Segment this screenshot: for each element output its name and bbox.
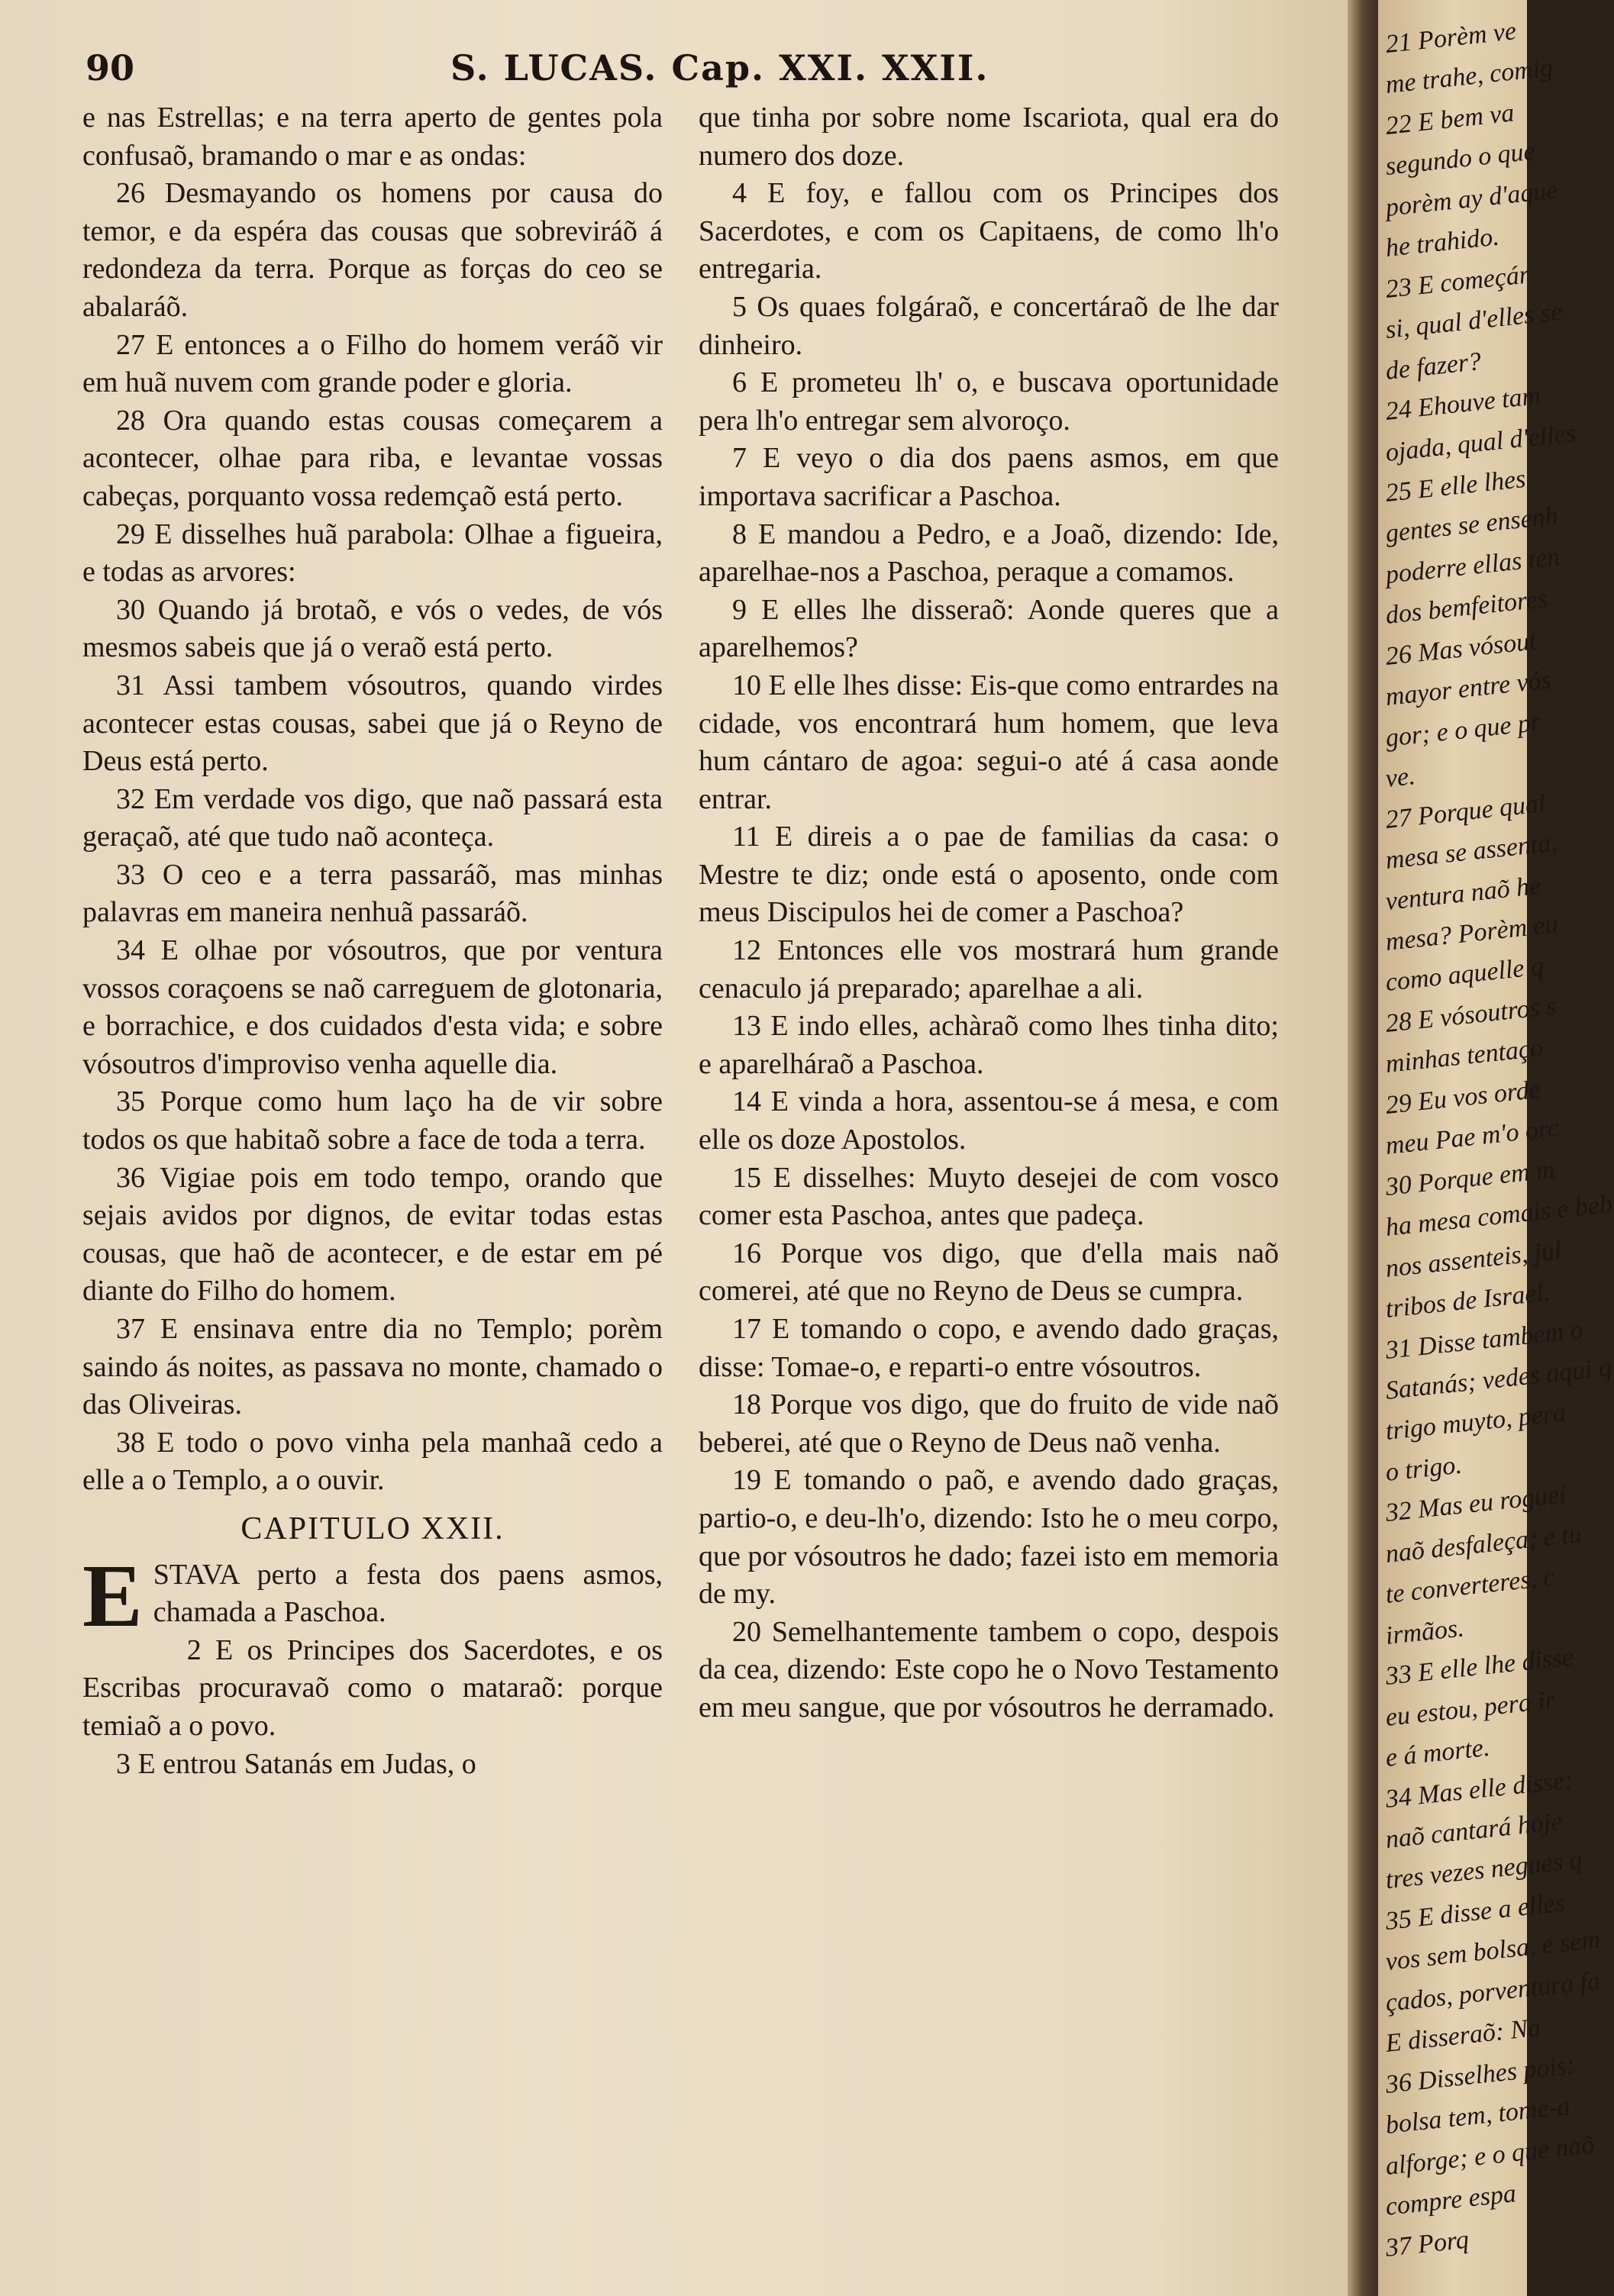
verse: 33 O ceo e a terra passaráõ, mas minhas palavras em maneira nenhuã passaráõ. (82, 858, 663, 929)
verse: 15 E disselhes: Muyto desejei de com vosco comer esta Paschoa, antes que padeça. (699, 1161, 1279, 1232)
opposite-page-line: compre espa (1384, 2179, 1518, 2221)
opposite-page-line: mesa se assenta, (1384, 828, 1559, 875)
verse: 19 E tomando o paõ, e avendo dado graças, partio-o, e deu-lh'o, dizendo: Isto he o meu corpo, que por vósoutros he dado; fazei isto em memoria de my. (699, 1464, 1279, 1611)
verse: 31 Assi tambem vósoutros, quando virdes acontecer estas cousas, sabei que já o Reyno de Deus está perto. (82, 669, 663, 778)
opposite-page-line: 34 Mas elle disse: (1384, 1766, 1574, 1814)
chapter-title: CAPITULO XXII. (240, 1511, 505, 1546)
verse: 34 E olhae por vósoutros, que por ventura vossos coraçoens se naõ carreguem de glotonaria, e borrachice, e dos cuidados d'esta vida; e sobre vósoutros d'improviso venha aquelle dia. (82, 934, 663, 1080)
verse: 6 E prometeu lh' o, e buscava oportunidade pera lh'o entregar sem alvoroço. (699, 366, 1279, 437)
book-gutter (1348, 0, 1378, 2296)
opposite-page-line: 35 E disse a elles (1384, 1888, 1567, 1936)
page-header (0, 47, 1348, 101)
verse: 2 E os Principes dos Sacerdotes, e os Escribas procuravaõ como o mataraõ: porque temiaõ a o povo. (82, 1633, 663, 1742)
verse: 12 Entonces elle vos mostrará hum grande cenaculo já preparado; aparelhae a ali. (699, 934, 1279, 1004)
opposite-page-line: porèm ay d'aque (1384, 176, 1559, 222)
verse: 36 Vigiae pois em todo tempo, orando que sejais avidos por dignos, de evitar todas estas cousas, que haõ de acontecer, e de estar em pé diante do Filho do homem. (82, 1161, 663, 1308)
verse: 29 E disselhes huã parabola: Olhae a figueira, e todas as arvores: (82, 518, 663, 589)
opposite-page-line: meu Pae m'o orc (1384, 1114, 1561, 1160)
opposite-page-line: 21 Porèm ve (1384, 17, 1518, 59)
opposite-page-line: 36 Disselhes pois: (1384, 2051, 1577, 2099)
chapter-opening (82, 1545, 663, 1646)
verse: 26 Desmayando os homens por causa do temor, e da espéra das cousas que sobreviráõ á redondeza da terra. Porque as forças do ceo se abalaráõ. (82, 177, 663, 323)
opposite-page-line: 27 Porque qual (1384, 789, 1548, 834)
opposite-page-line: he trahido. (1384, 222, 1501, 263)
verse: 16 Porque vos digo, que d'ella mais naõ comerei, até que no Reyno de Deus se cumpra. (699, 1237, 1279, 1308)
opposite-page-line: 32 Mas eu roguei (1384, 1480, 1568, 1527)
page-number: 90 (86, 47, 135, 89)
opposite-page-line: 37 Porq (1384, 2225, 1470, 2262)
opposite-page-line: minhas tentaço (1384, 1034, 1545, 1079)
opposite-page-line: mesa? Porèm eu (1384, 910, 1560, 956)
opposite-page (1378, 0, 1614, 2296)
verse: 9 E elles lhe disseraõ: Aonde queres que a aparelhemos? (699, 593, 1279, 664)
opposite-page-line: E disseraõ: Na (1384, 2013, 1542, 2058)
opposite-page-line: tres vezes negues q (1384, 1846, 1583, 1895)
opposite-page-line: 29 Eu vos orde (1384, 1075, 1542, 1120)
verse: 28 Ora quando estas cousas começarem a acontecer, olhae para riba, e levantae vossas cabeças, porquanto vossa redemçaõ está perto. (82, 404, 663, 512)
opposite-page-line: çados, porventura fa (1384, 1966, 1602, 2017)
opposite-page-line: ha mesa comais e beb (1384, 1189, 1614, 1242)
opposite-page-line: ve. (1384, 762, 1417, 793)
verse: 32 Em verdade vos digo, que naõ passará esta geraçaõ, até que tudo naõ aconteça. (82, 782, 663, 853)
left-column (82, 99, 663, 1783)
opposite-page-line: si, qual d'elles se (1384, 297, 1564, 344)
opposite-page-line: 30 Porque em m (1384, 1155, 1557, 1201)
opposite-page-line: alforge; e o que naõ (1384, 2130, 1596, 2181)
verse: 18 Porque vos digo, que do fruito de vide naõ beberei, até que o Reyno de Deus naõ venha. (699, 1388, 1279, 1459)
opposite-page-line: nos assenteis, jul (1384, 1236, 1564, 1283)
opposite-page-line: 33 E elle lhe disse (1384, 1643, 1575, 1691)
opposite-page-line: bolsa tem, tome-a (1384, 2091, 1572, 2140)
opposite-page-line: ojada, qual d'elles (1384, 418, 1577, 467)
opposite-page-line: irmãos. (1384, 1614, 1466, 1650)
opposite-page-line: 22 E bem va (1384, 98, 1516, 140)
verse: 38 E todo o povo vinha pela manhaã cedo a elle a o Templo, a o ouvir. (82, 1426, 663, 1497)
opposite-page-line: 24 Ehouve tam (1384, 381, 1542, 426)
verse: 17 E tomando o copo, e avendo dado graças, disse: Tomae-o, e reparti-o entre vósoutros. (699, 1313, 1279, 1383)
opposite-page-line: naõ cantará hoje (1384, 1807, 1564, 1854)
verse: 7 E veyo o dia dos paens asmos, em que importava sacrificar a Paschoa. (699, 442, 1279, 512)
right-column (699, 99, 1279, 1727)
verse: 20 Semelhantemente tambem o copo, despois da cea, dizendo: Este copo he o Novo Testamento em meu sangue, que por vósoutros he derramado. (699, 1615, 1279, 1724)
verse: 11 E direis a o pae de familias da casa: o Mestre te diz; onde está o aposento, onde com meus Discipulos hei de comer a Paschoa? (699, 821, 1279, 929)
opposite-page-line: te converteres, c (1384, 1562, 1557, 1609)
opposite-page-line: vos sem bolsa, e sem (1384, 1925, 1602, 1976)
opposite-page-line: 26 Mas vósout (1384, 627, 1538, 671)
verse: 14 E vinda a hora, assentou-se á mesa, e com elle os doze Apostolos. (699, 1085, 1279, 1156)
verse: 37 E ensinava entre dia no Templo; porèm saindo ás noites, as passava no monte, chamado o das Oliveiras. (82, 1313, 663, 1421)
verse: 5 Os quaes folgáraõ, e concertáraõ de lhe dar dinheiro. (699, 290, 1279, 361)
opposite-page-line: mayor entre vós (1384, 666, 1553, 711)
opposite-page-line: eu estou, pera ir (1384, 1685, 1557, 1732)
opposite-page-line: me trahe, comig (1384, 53, 1554, 99)
drop-cap: E (82, 1545, 143, 1646)
opposite-page-line: trigo muyto, pera (1384, 1398, 1567, 1446)
opposite-page-line: 28 E vósoutros s (1384, 992, 1558, 1038)
verse: 35 Porque como hum laço ha de vir sobre todos os que habitaõ sobre a face de toda a terra. (82, 1085, 663, 1156)
opposite-page-line: gentes se ensenh (1384, 501, 1560, 548)
opposite-page-line: gor; e o que pr (1384, 708, 1542, 753)
verse: 10 E elle lhes disse: Eis-que como entrardes na cidade, vos encontrará hum homem, que leva hum cántaro de agoa: segui-o até á casa aonde entrar. (699, 669, 1279, 815)
first-verse: STAVA perto a festa dos paens asmos, chamada a Paschoa. (153, 1558, 663, 1629)
opposite-page-line: 25 E elle lhes (1384, 464, 1527, 508)
opposite-page-line: o trigo. (1384, 1450, 1464, 1487)
opposite-page-line: poderre ellas ten (1384, 543, 1561, 589)
opposite-page-line: de fazer? (1384, 347, 1483, 385)
opposite-page-line: 31 Disse tambem o (1384, 1315, 1585, 1365)
running-title: S. LUCAS. Cap. XXI. XXII. (450, 47, 989, 89)
verse: e nas Estrellas; e na terra aperto de gentes pola confusaõ, bramando o mar e as ondas: (82, 102, 663, 172)
opposite-page-line: como aquelle q (1384, 952, 1545, 997)
opposite-page-line: tribos de Israel. (1384, 1278, 1551, 1324)
opposite-page-line: 23 E começár (1384, 260, 1531, 304)
verse: 27 E entonces a o Filho do homem veráõ vir em huã nuvem com grande poder e gloria. (82, 328, 663, 399)
opposite-page-line: dos bemfeitores (1384, 584, 1549, 630)
opposite-page-line: e á morte. (1384, 1733, 1492, 1772)
opposite-page-line: Satanás; vedes aqui q (1384, 1353, 1613, 1405)
opposite-page-line: segundo o que (1384, 137, 1537, 181)
verse: 13 E indo elles, achàraõ como lhes tinha dito; e aparelháraõ a Paschoa. (699, 1010, 1279, 1080)
opposite-page-line: naõ desfaleça; e tu (1384, 1520, 1583, 1569)
verse: 30 Quando já brotaõ, e vós o vedes, de vós mesmos sabeis que já o veraõ está perto. (82, 593, 663, 664)
verse: 8 E mandou a Pedro, e a Joaõ, dizendo: Ide, aparelhae-nos a Paschoa, peraque a comamos. (699, 518, 1279, 589)
verse: 3 E entrou Satanás em Judas, o (116, 1747, 476, 1780)
opposite-page-line: ventura naõ he (1384, 871, 1542, 916)
verse: que tinha por sobre nome Iscariota, qual era do numero dos doze. (699, 102, 1279, 172)
verse: 4 E foy, e fallou com os Principes dos Sacerdotes, e com os Capitaens, de como lh'o entregaria. (699, 177, 1279, 285)
